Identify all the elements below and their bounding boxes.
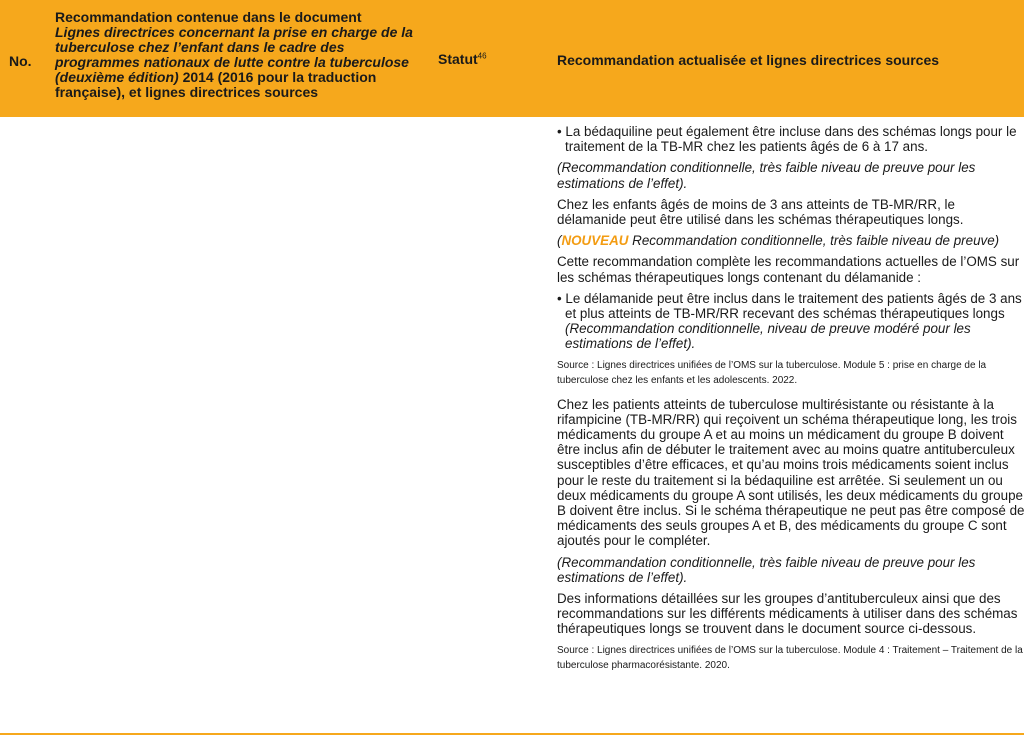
column-header-updated: Recommandation actualisée et lignes directrices sources bbox=[557, 52, 940, 68]
bullet-delamanide-text: • Le délamanide peut être inclus dans le traitement des patients âgés de 3 ans et plus atteints de TB-MR/RR recevant des schémas thérapeutiques longs bbox=[557, 290, 1022, 322]
column-header-rec-rest: 2014 (2016 pour la traduction française), et lignes directrices sources bbox=[55, 69, 377, 100]
paragraph-delamanide: Chez les enfants âgés de moins de 3 ans atteints de TB-MR/RR, le délamanide peut être utilisé dans les schémas thérapeutiques longs. bbox=[557, 196, 964, 228]
column-header-recommendation bbox=[55, 10, 415, 100]
table-header bbox=[0, 0, 1024, 117]
recommendation-grade-2: (Recommandation conditionnelle, très faible niveau de preuve pour les estimations de l’effet). bbox=[557, 554, 976, 585]
column-header-no: No. bbox=[9, 53, 32, 69]
paragraph-groups: Chez les patients atteints de tuberculose multirésistante ou résistante à la rifampicine (TB-MR/RR) qui reçoivent un schéma thérapeutique long, les trois médicaments du groupe A et au moins un médicament du groupe B doivent être inclus afin de débuter le traitement avec au moins quatre antituberculeux susceptibles d’être efficaces, et qu’au moins trois médicaments soient inclus pour le reste du traitement si la bédaquiline est arrêtée. Si seulement un ou deux médicaments du groupe A sont utilisés, les deux médicaments du groupe B doivent être inclus. Si le schéma thérapeutique ne peut pas être composé de médicaments des seuls groupes A et B, des médicaments du groupe C sont ajoutés pour le compléter. bbox=[557, 396, 1024, 549]
bullet-bedaquiline: • La bédaquiline peut également être incluse dans des schémas longs pour le traitement de la TB-MR chez les patients âgés de 6 à 17 ans. bbox=[557, 124, 1017, 155]
column-header-statut-label: Statut bbox=[438, 51, 478, 67]
column-header-rec-italic: Lignes directrices concernant la prise en charge de la tuberculose chez l’enfant dans le cadre des programmes nationaux de lutte contre la tuberculose (deuxième édition) bbox=[55, 24, 413, 85]
recommendation-grade-1: (Recommandation conditionnelle, très faible niveau de preuve pour les estimations de l’effet). bbox=[557, 160, 976, 191]
footnote-ref: 46 bbox=[477, 51, 487, 61]
new-recommendation-text: Recommandation conditionnelle, très faible niveau de preuve) bbox=[628, 233, 1000, 249]
bullet-delamanide bbox=[557, 291, 1024, 352]
new-recommendation-line bbox=[557, 233, 1024, 248]
source-module-5: Source : Lignes directrices unifiées de l’OMS sur la tuberculose. Module 5 : prise en charge de la tuberculose chez les enfants et les adolescents. 2022. bbox=[557, 359, 987, 386]
new-open-paren: ( bbox=[557, 233, 562, 249]
bullet-delamanide-grade: (Recommandation conditionnelle, niveau de preuve modéré pour les estimations de l’effet). bbox=[565, 321, 971, 352]
paragraph-complement: Cette recommandation complète les recommandations actuelles de l’OMS sur les schémas thérapeutiques longs contenant du délamanide : bbox=[557, 254, 1020, 285]
new-badge: NOUVEAU bbox=[561, 233, 629, 249]
table-bottom-rule bbox=[0, 733, 1024, 735]
column-header-statut bbox=[438, 51, 487, 67]
source-module-4: Source : Lignes directrices unifiées de l’OMS sur la tuberculose. Module 4 : Traitement – Traitement de la tuberculose pharmacorésistante. 2020. bbox=[557, 644, 1023, 671]
updated-recommendation-cell bbox=[557, 124, 1024, 682]
column-header-rec-line1: Recommandation contenue dans le document bbox=[55, 9, 362, 25]
paragraph-details: Des informations détaillées sur les groupes d’antituberculeux ainsi que des recommandations sur les différents médicaments à utiliser dans des schémas thérapeutiques longs se trouvent dans le document source ci-dessous. bbox=[557, 591, 1018, 637]
